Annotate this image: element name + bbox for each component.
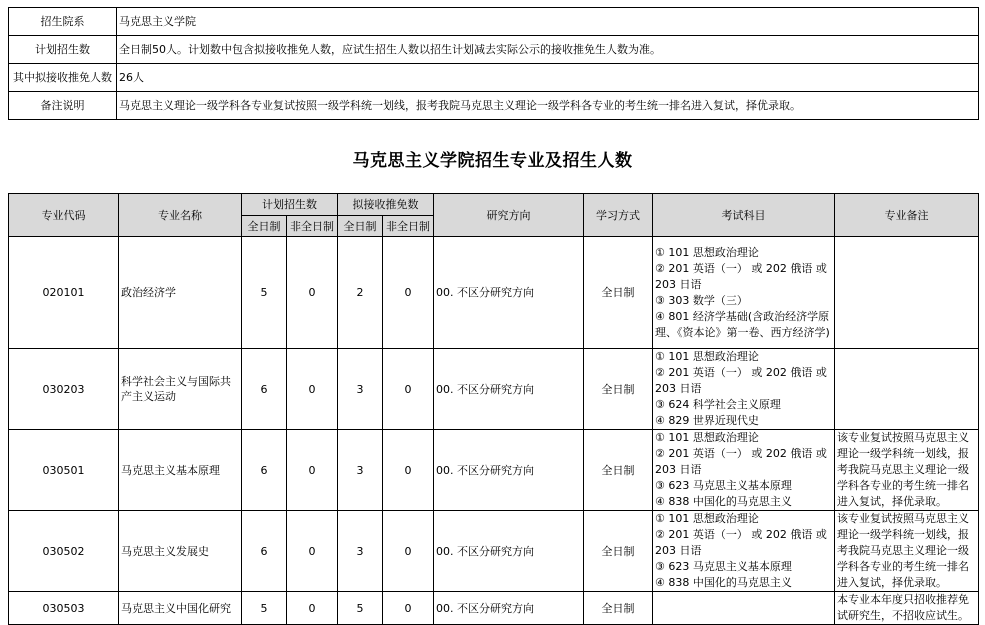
header-direction: 研究方向 [434,194,584,237]
major-name: 马克思主义基本原理 [119,430,242,511]
majors-table [8,193,979,625]
info-value: 马克思主义理论一级学科各专业复试按照一级学科统一划线，报考我院马克思主义理论一级学科各专业的考生统一排名进入复试，择优录取。 [117,92,979,120]
info-label: 计划招生数 [9,36,117,64]
info-value: 26人 [117,64,979,92]
major-remark: 本专业本年度只招收推荐免试研究生，不招收应试生。 [835,592,979,625]
header-mode: 学习方式 [584,194,653,237]
header-plan-parttime: 非全日制 [287,216,338,237]
header-plan: 计划招生数 [242,194,338,216]
exam-subject: ② 201 英语（一） 或 202 俄语 或 203 日语 [655,261,827,291]
admission-info-table [8,7,979,120]
major-code: 030501 [9,430,119,511]
rec-parttime: 0 [383,430,434,511]
info-row-remark [9,92,979,120]
info-value: 马克思主义学院 [117,8,979,36]
exam-subject: ④ 838 中国化的马克思主义 [655,495,792,508]
rec-fulltime: 3 [338,511,383,592]
major-name: 政治经济学 [119,237,242,349]
rec-parttime: 0 [383,349,434,430]
exam-subject: ① 101 思想政治理论 [655,245,759,259]
research-direction: 00. 不区分研究方向 [434,349,584,430]
table-row [9,349,979,430]
study-mode: 全日制 [584,430,653,511]
major-remark: 该专业复试按照马克思主义理论一级学科统一划线，报考我院马克思主义理论一级学科各专业的考生统一排名进入复试，择优录取。 [835,511,979,592]
info-label: 其中拟接收推免人数 [9,64,117,92]
header-code: 专业代码 [9,194,119,237]
info-row-recommend [9,64,979,92]
header-recommend: 拟接收推免数 [338,194,434,216]
exam-subject: ② 201 英语（一） 或 202 俄语 或 203 日语 [655,366,827,395]
exam-subject: ③ 623 马克思主义基本原理 [655,560,792,573]
major-code: 030502 [9,511,119,592]
exam-subject: ④ 829 世界近现代史 [655,414,759,427]
exam-subject: ③ 623 马克思主义基本原理 [655,479,792,492]
info-label: 招生院系 [9,8,117,36]
rec-fulltime: 2 [338,237,383,349]
table-row [9,430,979,511]
exam-subject: ③ 624 科学社会主义原理 [655,398,781,411]
major-remark [835,349,979,430]
research-direction: 00. 不区分研究方向 [434,430,584,511]
info-row-plan [9,36,979,64]
rec-fulltime: 3 [338,430,383,511]
header-subjects: 考试科目 [653,194,835,237]
plan-parttime: 0 [287,349,338,430]
exam-subject: ① 101 思想政治理论 [655,350,759,363]
major-code: 020101 [9,237,119,349]
header-name: 专业名称 [119,194,242,237]
rec-parttime: 0 [383,592,434,625]
header-rec-fulltime: 全日制 [338,216,383,237]
research-direction: 00. 不区分研究方向 [434,592,584,625]
exam-subject: ① 101 思想政治理论 [655,431,759,444]
exam-subjects [653,592,835,625]
rec-parttime: 0 [383,237,434,349]
exam-subjects [653,430,835,511]
study-mode: 全日制 [584,511,653,592]
study-mode: 全日制 [584,349,653,430]
major-name: 马克思主义中国化研究 [119,592,242,625]
info-row-department [9,8,979,36]
table-row [9,511,979,592]
info-value: 全日制50人。计划数中包含拟接收推免人数，应试生招生人数以招生计划减去实际公示的接收推免生人数为准。 [117,36,979,64]
plan-fulltime: 6 [242,430,287,511]
major-code: 030503 [9,592,119,625]
rec-parttime: 0 [383,511,434,592]
study-mode: 全日制 [584,592,653,625]
header-row [9,194,979,216]
header-rec-parttime: 非全日制 [383,216,434,237]
exam-subjects [653,237,835,349]
exam-subject: ④ 838 中国化的马克思主义 [655,576,792,589]
major-code: 030203 [9,349,119,430]
table-row [9,592,979,625]
table-row [9,237,979,349]
rec-fulltime: 5 [338,592,383,625]
plan-fulltime: 6 [242,511,287,592]
major-remark [835,237,979,349]
exam-subject: ③ 303 数学（三） [655,293,748,307]
plan-fulltime: 5 [242,237,287,349]
study-mode: 全日制 [584,237,653,349]
research-direction: 00. 不区分研究方向 [434,511,584,592]
plan-fulltime: 5 [242,592,287,625]
plan-parttime: 0 [287,237,338,349]
major-remark: 该专业复试按照马克思主义理论一级学科统一划线，报考我院马克思主义理论一级学科各专业的考生统一排名进入复试，择优录取。 [835,430,979,511]
plan-parttime: 0 [287,430,338,511]
rec-fulltime: 3 [338,349,383,430]
info-label: 备注说明 [9,92,117,120]
plan-fulltime: 6 [242,349,287,430]
exam-subject: ② 201 英语（一） 或 202 俄语 或 203 日语 [655,447,827,476]
table-title: 马克思主义学院招生专业及招生人数 [352,151,633,171]
header-remark: 专业备注 [835,194,979,237]
major-name: 马克思主义发展史 [119,511,242,592]
research-direction: 00. 不区分研究方向 [434,237,584,349]
exam-subject: ① 101 思想政治理论 [655,512,759,525]
exam-subjects [653,511,835,592]
exam-subject: ④ 801 经济学基础(含政治经济学原理、《资本论》第一卷、西方经济学) [655,309,830,339]
plan-parttime: 0 [287,511,338,592]
header-plan-fulltime: 全日制 [242,216,287,237]
major-name: 科学社会主义与国际共产主义运动 [119,349,242,430]
exam-subject: ② 201 英语（一） 或 202 俄语 或 203 日语 [655,528,827,557]
exam-subjects [653,349,835,430]
plan-parttime: 0 [287,592,338,625]
